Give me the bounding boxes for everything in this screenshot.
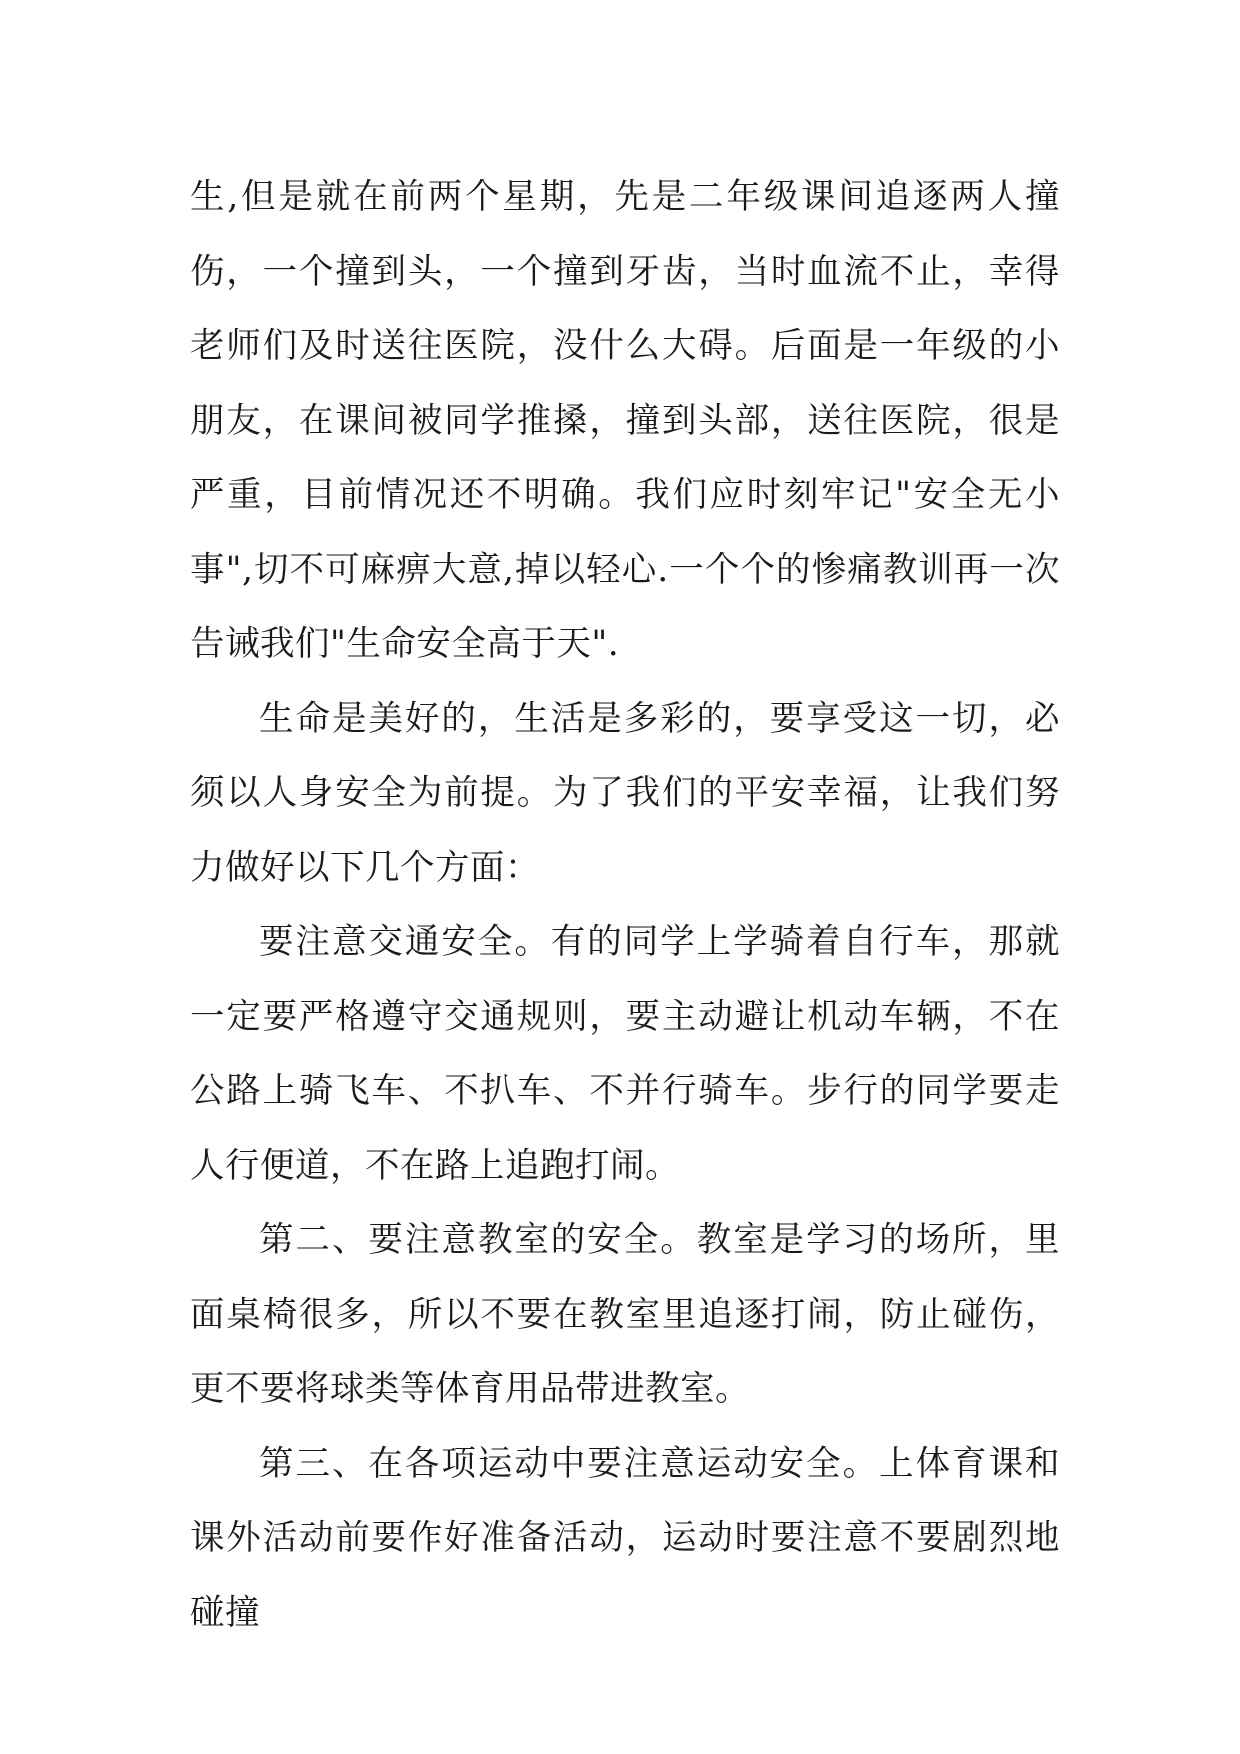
body-text	[190, 160, 1060, 1650]
paragraph-classroom-safety: 第二、要注意教室的安全。教室是学习的场所，里面桌椅很多，所以不要在教室里追逐打闹，防止碰伤，更不要将球类等体育用品带进教室。	[190, 1220, 1060, 1409]
paragraph-sports-safety: 第三、在各项运动中要注意运动安全。上体育课和课外活动前要作好准备活动，运动时要注意不要剧烈地碰撞	[190, 1443, 1060, 1633]
paragraph-life-safety: 生命是美好的，生活是多彩的，要享受这一切，必须以人身安全为前提。为了我们的平安幸福，让我们努力做好以下几个方面：	[190, 698, 1060, 888]
paragraph-traffic-safety: 要注意交通安全。有的同学上学骑着自行车，那就一定要严格遵守交通规则，要主动避让机动车辆，不在公路上骑飞车、不扒车、不并行骑车。步行的同学要走人行便道，不在路上追跑打闹。	[190, 922, 1060, 1186]
paragraph-continuation: 生,但是就在前两个星期，先是二年级课间追逐两人撞伤，一个撞到头，一个撞到牙齿，当时血流不止，幸得老师们及时送往医院，没什么大碍。后面是一年级的小朋友，在课间被同学推搡，撞到头部，送往医院，很是严重，目前情况还不明确。我们应时刻牢记"安全无小事",切不可麻痹大意,掉以轻心.一个个的惨痛教训再一次告诫我们"生命安全高于天".	[190, 177, 1060, 664]
